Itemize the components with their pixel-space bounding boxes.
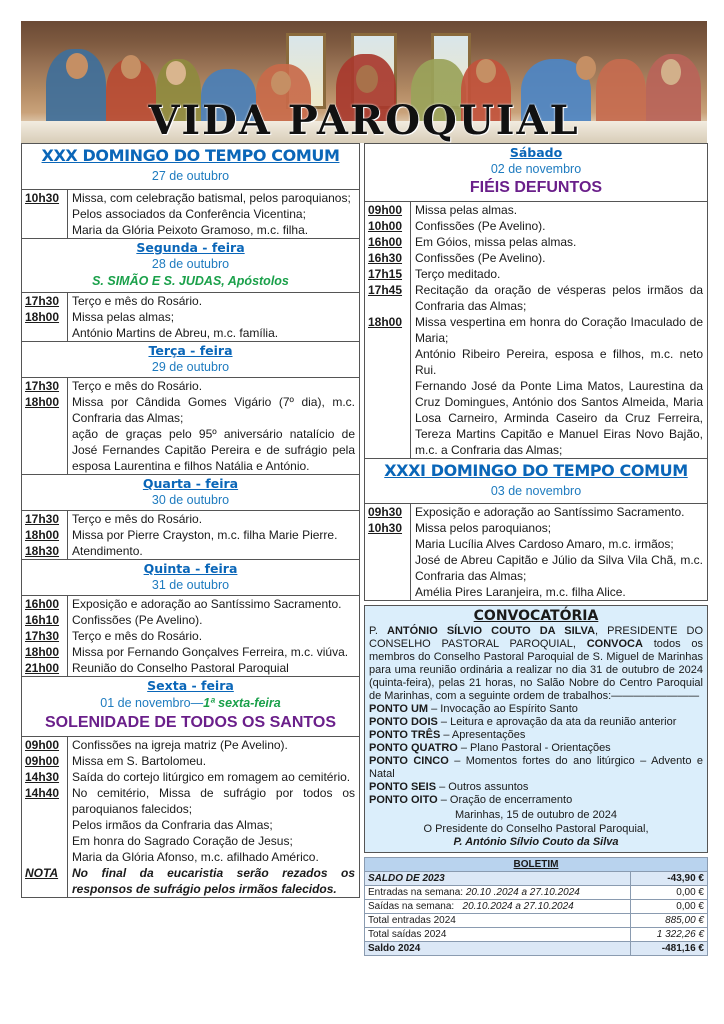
boletim-row — [365, 872, 708, 886]
desc-line: Terço e mês do Rosário. — [72, 629, 203, 643]
desc-line: Missa pelas almas; — [72, 310, 175, 324]
day-date: 30 de outubro — [151, 493, 230, 507]
day-date: 02 de novembro — [490, 162, 582, 176]
signature-role: O Presidente do Conselho Pastoral Paroquial, — [423, 823, 649, 835]
agenda-text: – Plano Pastoral - Orientações — [457, 742, 611, 754]
feast-title: S. SIMÃO E S. JUDAS, Apóstolos — [92, 274, 289, 288]
schedule-desc: Confissões (Pe Avelino). — [415, 219, 546, 233]
agenda-item — [369, 703, 703, 716]
time-value: 18h30 — [25, 544, 60, 558]
desc-line: Terço e mês do Rosário. — [72, 379, 203, 393]
schedule-desc — [411, 314, 708, 459]
schedule-row — [365, 234, 707, 250]
schedule-row — [22, 769, 359, 785]
sunday-title: XXX DOMINGO DO TEMPO COMUM — [41, 146, 340, 165]
time-value: 21h00 — [25, 661, 60, 675]
desc-line: Missa, com celebração batismal, pelos paroquianos; — [72, 191, 351, 205]
schedule-desc: Missa em S. Bartolomeu. — [72, 754, 207, 768]
label-period: 20.10.2024 a 27.10.2024 — [462, 900, 574, 912]
schedule-time — [22, 511, 68, 560]
desc-line: António Ribeiro Pereira, esposa e filhos, m.c. neto Rui. — [415, 347, 703, 377]
agenda-label: PONTO UM — [369, 703, 429, 715]
desc-line: Exposição e adoração ao Santíssimo Sacramento. — [72, 597, 342, 611]
schedule-row — [22, 190, 359, 239]
day-date: 28 de outubro — [151, 257, 230, 271]
day-header-wednesday — [22, 475, 359, 511]
day-date: 31 de outubro — [151, 578, 230, 592]
boletim-row — [365, 900, 708, 914]
weekday-title: Sábado — [509, 145, 563, 160]
boletim-value: 0,00 € — [631, 886, 708, 900]
boletim-value: 885,00 € — [631, 914, 708, 928]
banner-head — [476, 59, 496, 83]
time-value: 09h30 — [368, 505, 403, 519]
feast-title: FIÉIS DEFUNTOS — [469, 179, 603, 196]
schedule-desc: Recitação da oração de vésperas pelos irmãos da Confraria das Almas; — [415, 283, 703, 313]
time-value: 18h00 — [25, 310, 60, 324]
time-value: 17h30 — [25, 379, 60, 393]
day-header-thursday — [22, 560, 359, 596]
schedule-desc — [68, 378, 360, 475]
schedule-time: 09h00 — [365, 202, 411, 218]
schedule-desc: Terço meditado. — [415, 267, 501, 281]
banner-head — [271, 71, 291, 95]
schedule-row — [365, 266, 707, 282]
weekday-title: Quinta - feira — [143, 561, 238, 576]
label-text: Saídas na semana: — [368, 900, 463, 912]
desc-line: Maria da Glória Afonso, m.c. afilhado Américo. — [72, 850, 319, 864]
weekday-title: Sexta - feira — [147, 678, 234, 693]
agenda-item — [369, 729, 703, 742]
time-value: 18h00 — [25, 395, 60, 409]
time-value: 18h00 — [25, 528, 60, 542]
page-title: VIDA PAROQUIAL — [148, 97, 580, 143]
desc-line: Missa por Fernando Gonçalves Ferreira, m.c. viúva. — [72, 645, 349, 659]
place-date: Marinhas, 15 de outubro de 2024 — [454, 809, 618, 821]
convocatoria-box — [364, 605, 708, 853]
day-date: 27 de outubro — [151, 169, 230, 183]
first-friday-note: 1ª sexta-feira — [203, 696, 281, 710]
schedule-rows — [22, 293, 359, 342]
day-header-monday — [22, 239, 359, 293]
desc-line: ação de graças pelo 95º aniversário natalício de José Fernandes Capitão Pereira e de sufrágio pela esposa Laurentina e filhos Natália e António. — [72, 427, 355, 473]
banner-head — [121, 55, 141, 79]
date-text: 01 de novembro— — [100, 696, 204, 710]
agenda-item — [369, 716, 703, 729]
agenda-text: – Apresentações — [440, 729, 526, 741]
desc-line: Missa pelos paroquianos; — [415, 521, 552, 535]
note-label: NOTA — [22, 865, 68, 897]
agenda-text: – Momentos fortes do ano litúrgico – Advento e Natal — [369, 755, 703, 780]
agenda-item — [369, 781, 703, 794]
banner-head — [66, 53, 88, 79]
schedule-row — [22, 596, 359, 677]
convocatoria-intro — [369, 625, 703, 703]
schedule-time — [22, 378, 68, 475]
boletim-label: SALDO DE 2023 — [365, 872, 631, 886]
schedule-time — [22, 596, 68, 677]
agenda-text: – Leitura e aprovação da ata da reunião anterior — [437, 716, 677, 728]
schedule-rows — [365, 202, 707, 459]
weekday-title: Segunda - feira — [136, 240, 245, 255]
right-stack — [364, 143, 708, 956]
schedule-rows — [22, 511, 359, 560]
schedule-desc — [68, 596, 360, 677]
banner-head — [166, 61, 186, 85]
banner-head — [576, 56, 596, 80]
agenda-label: PONTO TRÊS — [369, 729, 441, 741]
desc-line: Missa vespertina em honra do Coração Imaculado de Maria; — [415, 315, 703, 345]
schedule-desc: Missa pelas almas. — [415, 203, 518, 217]
schedule-desc: Em Góios, missa pelas almas. — [415, 235, 577, 249]
signature-name: P. António Sílvio Couto da Silva — [453, 836, 619, 848]
day-header-saturday — [365, 144, 707, 202]
desc-line: Missa por Pierre Crayston, m.c. filha Marie Pierre. — [72, 528, 338, 542]
agenda-label: PONTO SEIS — [369, 781, 437, 793]
schedule-rows — [22, 378, 359, 475]
desc-line: Maria Lucília Alves Cardoso Amaro, m.c. irmãos; — [415, 537, 674, 551]
right-column — [364, 143, 708, 601]
banner-head — [661, 59, 681, 85]
day-header-friday — [22, 677, 359, 737]
schedule-desc — [68, 190, 360, 239]
schedule-desc: Saída do cortejo litúrgico em romagem ao cemitério. — [72, 770, 351, 784]
boletim-header-row — [365, 858, 708, 872]
boletim-label: Saldo 2024 — [365, 942, 631, 956]
desc-line: Exposição e adoração ao Santíssimo Sacramento. — [415, 505, 685, 519]
schedule-time — [22, 293, 68, 342]
agenda-label: PONTO QUATRO — [369, 742, 458, 754]
president-name: ANTÓNIO SÍLVIO COUTO DA SILVA — [387, 625, 596, 637]
schedule-desc: Confissões (Pe Avelino). — [415, 251, 546, 265]
schedule-time: 17h15 — [365, 266, 411, 282]
desc-line: Amélia Pires Laranjeira, m.c. filha Alice. — [415, 585, 626, 599]
agenda-item — [369, 755, 703, 781]
boletim-label: Total entradas 2024 — [365, 914, 631, 928]
schedule-rows — [22, 737, 359, 897]
schedule-time: 16h00 — [365, 234, 411, 250]
desc-line: Fernando José da Ponte Lima Matos, Laurestina da Cruz Domingues, António dos Santos Almeida, Maria Losa Carneiro, Arminda Caseiro da Cruz Ferreira, Tereza Martins Capitão e Manuel Eiras Novo Bajão, m.c. a Confraria das Almas; — [415, 379, 703, 457]
agenda-text: – Oração de encerramento — [437, 794, 573, 806]
boletim-label — [365, 886, 631, 900]
schedule-time: 09h00 — [22, 753, 68, 769]
boletim-label — [365, 900, 631, 914]
time-value: 17h30 — [25, 512, 60, 526]
schedule-row — [22, 293, 359, 342]
schedule-time: 10h00 — [365, 218, 411, 234]
weekday-title: Terça - feira — [148, 343, 233, 358]
desc-line: José de Abreu Capitão e Júlio da Silva Vila Chã, m.c. Confraria das Almas; — [415, 553, 703, 583]
intro-text: P. — [369, 625, 388, 637]
desc-line: Em honra do Sagrado Coração de Jesus; — [72, 834, 293, 848]
schedule-time: 10h30 — [22, 190, 68, 239]
intro-text: , PRESIDENTE DO CONSELHO PASTORAL PAROQUIAL, — [369, 625, 704, 650]
desc-line: No cemitério, Missa de sufrágio por todos os paroquianos falecidos; — [72, 786, 355, 816]
boletim-row — [365, 942, 708, 956]
agenda-item — [369, 794, 703, 807]
desc-line: Reunião do Conselho Pastoral Paroquial — [72, 661, 289, 675]
schedule-time: 17h45 — [365, 282, 411, 314]
day-header-tuesday — [22, 342, 359, 378]
schedule-desc — [411, 504, 708, 600]
feast-title: SOLENIDADE DE TODOS OS SANTOS — [44, 714, 336, 731]
desc-line: Atendimento. — [72, 544, 143, 558]
boletim-label: Total saídas 2024 — [365, 928, 631, 942]
schedule-row — [365, 218, 707, 234]
agenda-label: PONTO DOIS — [369, 716, 438, 728]
schedule-time — [365, 504, 411, 600]
desc-line: Pelos associados da Conferência Vicentina; — [72, 207, 306, 221]
day-header-sunday-27 — [22, 144, 359, 190]
label-text: Entradas na semana: — [368, 886, 466, 898]
agenda-text: – Outros assuntos — [436, 781, 529, 793]
intro-text: todos os membros do Conselho Pastoral Paroquial de S. Miguel de Marinhas para uma reunião ordinária a realizar no dia 31 de outubro de 2024 (quinta-feira), pelas 21 horas, no Salão Nobre do Centro Paroquial de Marinhas, com a seguinte ordem de trabalhos:———————— — [369, 638, 704, 702]
schedule-row — [365, 314, 707, 459]
schedule-time: 09h00 — [22, 737, 68, 753]
schedule-row — [22, 737, 359, 753]
desc-line: Pelos irmãos da Confraria das Almas; — [72, 818, 273, 832]
agenda-item — [369, 742, 703, 755]
schedule-row — [22, 511, 359, 560]
time-value: 16h00 — [25, 597, 60, 611]
convoca-verb: CONVOCA — [586, 638, 643, 650]
header-banner — [21, 21, 707, 143]
note-text: No final da eucaristia serão rezados os responsos de sufrágio pelos irmãos falecidos. — [72, 866, 355, 896]
banner-head — [356, 65, 378, 93]
schedule-row — [365, 504, 707, 600]
day-date: 03 de novembro — [490, 484, 582, 498]
agenda-label: PONTO CINCO — [369, 755, 449, 767]
schedule-row — [365, 282, 707, 314]
boletim-row — [365, 928, 708, 942]
schedule-rows — [22, 596, 359, 677]
left-column — [21, 143, 360, 898]
boletim-value: -43,90 € — [631, 872, 708, 886]
day-header-sunday-03 — [365, 459, 707, 504]
agenda-text: – Invocação ao Espírito Santo — [428, 703, 578, 715]
weekday-title: Quarta - feira — [142, 476, 239, 491]
schedule-row — [365, 250, 707, 266]
schedule-time: 14h40 — [22, 785, 68, 865]
schedule-row — [365, 202, 707, 218]
schedule-row — [22, 753, 359, 769]
schedule-desc: Confissões na igreja matriz (Pe Avelino). — [72, 738, 288, 752]
desc-line: Terço e mês do Rosário. — [72, 294, 203, 308]
agenda-label: PONTO OITO — [369, 794, 438, 806]
desc-line: Terço e mês do Rosário. — [72, 512, 203, 526]
schedule-desc — [68, 785, 360, 865]
schedule-time: 18h00 — [365, 314, 411, 459]
schedule-desc — [68, 293, 360, 342]
schedule-desc — [68, 511, 360, 560]
convocatoria-title: CONVOCATÓRIA — [473, 608, 599, 624]
schedule-time: 16h30 — [365, 250, 411, 266]
boletim-value: 0,00 € — [631, 900, 708, 914]
schedule-rows — [22, 190, 359, 239]
day-date: 29 de outubro — [151, 360, 230, 374]
time-value: 16h10 — [25, 613, 60, 627]
desc-line: Missa por Cândida Gomes Vigário (7º dia), m.c. Confraria das Almas; — [72, 395, 355, 425]
desc-line: Maria da Glória Peixoto Gramoso, m.c. filha. — [72, 223, 309, 237]
schedule-row — [22, 378, 359, 475]
schedule-row — [22, 785, 359, 865]
boletim-value: 1 322,26 € — [631, 928, 708, 942]
time-value: 17h30 — [25, 629, 60, 643]
desc-line: Confissões (Pe Avelino). — [72, 613, 203, 627]
schedule-rows — [365, 504, 707, 600]
boletim-row — [365, 914, 708, 928]
boletim-title: BOLETIM — [365, 858, 708, 872]
note-row — [22, 865, 359, 897]
time-value: 17h30 — [25, 294, 60, 308]
sunday-title: XXXI DOMINGO DO TEMPO COMUM — [384, 461, 688, 480]
time-value: 18h00 — [25, 645, 60, 659]
time-value: 10h30 — [368, 521, 403, 535]
boletim-row — [365, 886, 708, 900]
label-period: 20.10 .2024 a 27.10.2024 — [465, 886, 580, 898]
desc-line: António Martins de Abreu, m.c. família. — [72, 326, 279, 340]
day-date — [22, 694, 359, 712]
boletim-table — [364, 857, 708, 956]
schedule-time: 14h30 — [22, 769, 68, 785]
boletim-value: -481,16 € — [631, 942, 708, 956]
